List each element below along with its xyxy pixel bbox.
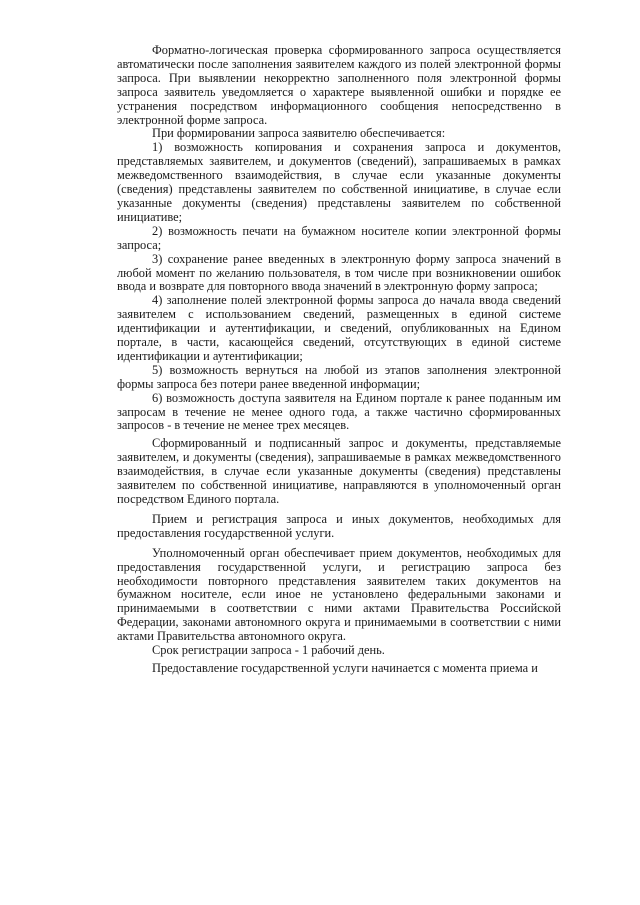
list-item-1: 1) возможность копирования и сохранения запроса и документов, представляемых заявителем, и документов (сведений), запрашиваемых в рамках межведомственного взаимодействия, в случае если указанные документы (сведения) представлены заявителем по собственной инициативе, в случае если указанные документы (сведения) представлены заявителем по собственной инициативе; bbox=[117, 140, 561, 224]
document-body bbox=[117, 44, 561, 676]
list-item-3: 3) сохранение ранее введенных в электронную форму запроса значений в любой момент по желанию пользователя, в том числе при возникновении ошибок ввода и возврате для повторного ввода значений в электронную форму запроса; bbox=[117, 251, 561, 294]
list-item-4: 4) заполнение полей электронной формы запроса до начала ввода сведений заявителем с использованием сведений, размещенных в единой системе идентификации и аутентификации, и сведений, опубликованных на Едином портале, в части, касающейся сведений, отсутствующих в единой системе идентификации и аутентификации; bbox=[117, 293, 561, 363]
paragraph-signed-request: Сформированный и подписанный запрос и документы, представляемые заявителем, и документы (сведения), запрашиваемые в рамках межведомственного взаимодействия, в случае если указанные документы (сведения) представлены заявителем по собственной инициативе, направляются в уполномоченный орган посредством Единого портала. bbox=[117, 436, 561, 506]
list-item-5: 5) возможность вернуться на любой из этапов заполнения электронной формы запроса без потери ранее введенной информации; bbox=[117, 362, 561, 391]
paragraph-registration-term: Срок регистрации запроса - 1 рабочий день. bbox=[152, 643, 385, 658]
paragraph-service-start: Предоставление государственной услуги начинается с момента приема и bbox=[152, 660, 538, 675]
paragraph-provisions-intro: При формировании запроса заявителю обеспечивается: bbox=[152, 126, 446, 141]
list-item-6: 6) возможность доступа заявителя на Едином портале к ранее поданным им запросам в течение не менее одного года, а также частично сформированных запросов - в течение не менее трех месяцев. bbox=[117, 390, 561, 433]
paragraph-format-check: Форматно-логическая проверка сформированного запроса осуществляется автоматически после заполнения заявителем каждого из полей электронной формы запроса. При выявлении некорректно заполненного поля электронной формы запроса заявитель уведомляется о характере выявленной ошибки и порядке ее устранения посредством информационного сообщения непосредственно в электронной форме запроса. bbox=[117, 43, 561, 127]
paragraph-authority-reception: Уполномоченный орган обеспечивает прием документов, необходимых для предоставления государственной услуги, и регистрацию запроса без необходимости повторного представления заявителем таких документов на бумажном носителе, если иное не установлено федеральными законами и принимаемыми в соответствии с ними актами Правительства Российской Федерации, законами автономного округа и принимаемыми в соответствии с ними актами Правительства автономного округа. bbox=[117, 545, 561, 644]
paragraph-reception-heading: Прием и регистрация запроса и иных документов, необходимых для предоставления государственной услуги. bbox=[117, 511, 561, 540]
list-item-2: 2) возможность печати на бумажном носителе копии электронной формы запроса; bbox=[117, 223, 561, 252]
